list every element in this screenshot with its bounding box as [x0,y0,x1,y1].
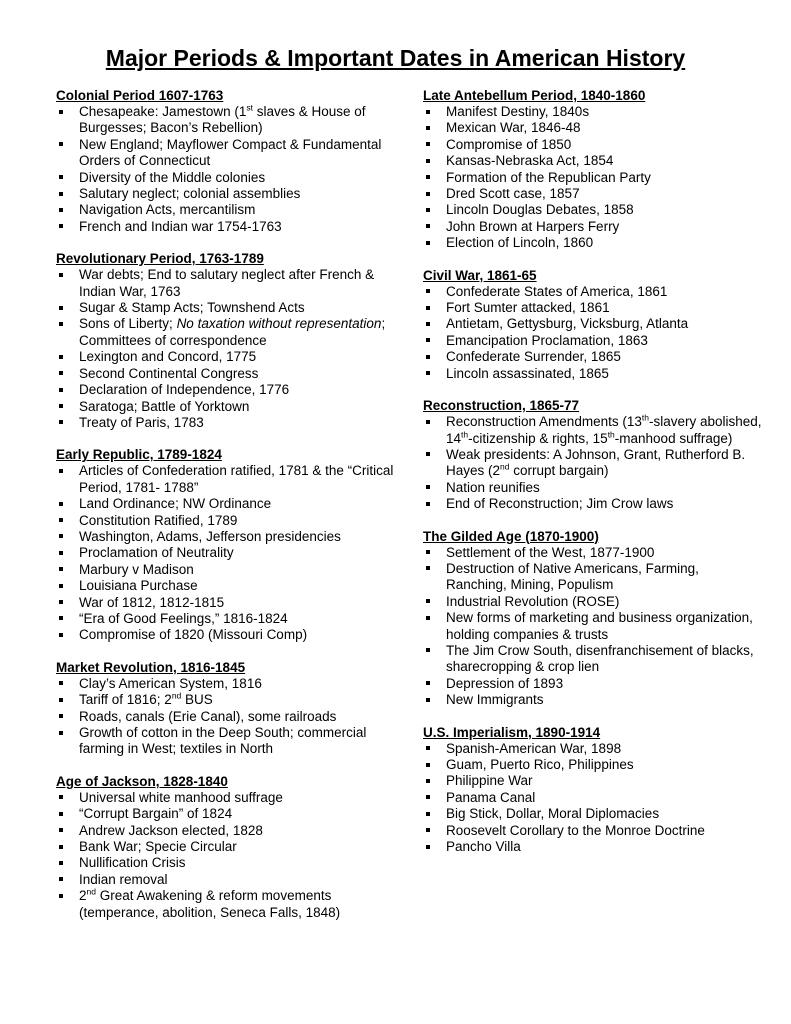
section-revolutionary-period-1763-1789 [56,251,396,431]
list-item: Roads, canals (Erie Canal), some railroads [56,709,396,725]
list-item: Constitution Ratified, 1789 [56,513,396,529]
list-item: Manifest Destiny, 1840s [423,104,763,120]
section-market-revolution-1816-1845 [56,660,396,758]
list-item: Land Ordinance; NW Ordinance [56,496,396,512]
section-title: Reconstruction, 1865-77 [423,398,580,414]
bullet-list [423,104,763,252]
list-item: Washington, Adams, Jefferson presidencies [56,529,396,545]
list-item: Lexington and Concord, 1775 [56,349,396,365]
section-early-republic-1789-1824 [56,447,396,643]
list-item: New Immigrants [423,692,763,708]
list-item: “Corrupt Bargain” of 1824 [56,806,396,822]
list-item: John Brown at Harpers Ferry [423,219,763,235]
bullet-list [423,414,763,512]
bullet-list [423,284,763,382]
section-title: Late Antebellum Period, 1840-1860 [423,88,646,103]
section-age-of-jackson-1828-1840 [56,774,396,921]
list-item: Confederate States of America, 1861 [423,284,763,300]
list-item: Sons of Liberty; No taxation without representation; Committees of correspondence [56,316,396,349]
bullet-list [56,267,396,431]
list-item: Formation of the Republican Party [423,170,763,186]
list-item: Sugar & Stamp Acts; Townshend Acts [56,300,396,316]
list-item: Second Continental Congress [56,366,396,382]
section-civil-war-1861-65 [423,268,763,382]
list-item: Diversity of the Middle colonies [56,170,396,186]
section-title: U.S. Imperialism, 1890-1914 [423,724,601,740]
bullet-list [56,676,396,758]
list-item: Philippine War [423,773,763,789]
list-item: Election of Lincoln, 1860 [423,235,763,251]
list-item: Industrial Revolution (ROSE) [423,594,763,610]
list-item: War of 1812, 1812-1815 [56,595,396,611]
list-item: 2nd Great Awakening & reform movements (temperance, abolition, Seneca Falls, 1848) [56,888,396,921]
list-item: Clay’s American System, 1816 [56,676,396,692]
bullet-list [423,545,763,709]
list-item: Destruction of Native Americans, Farming, Ranching, Mining, Populism [423,561,763,594]
list-item: Marbury v Madison [56,562,396,578]
list-item: New forms of marketing and business organization, holding companies & trusts [423,610,763,643]
section-title: Early Republic, 1789-1824 [56,447,222,463]
list-item: Emancipation Proclamation, 1863 [423,333,763,349]
list-item: New England; Mayflower Compact & Fundamental Orders of Connecticut [56,137,396,170]
list-item: Antietam, Gettysburg, Vicksburg, Atlanta [423,316,763,332]
list-item: Proclamation of Neutrality [56,545,396,561]
section-title: Age of Jackson, 1828-1840 [56,773,228,789]
section-title: Market Revolution, 1816-1845 [56,659,246,675]
bullet-list [56,790,396,921]
list-item: Confederate Surrender, 1865 [423,349,763,365]
list-item: Panama Canal [423,790,763,806]
left-column [56,88,396,937]
list-item: Chesapeake: Jamestown (1st slaves & House of Burgesses; Bacon’s Rebellion) [56,104,396,137]
list-item: “Era of Good Feelings,” 1816-1824 [56,611,396,627]
list-item: Nullification Crisis [56,855,396,871]
list-item: Reconstruction Amendments (13th-slavery abolished, 14th-citizenship & rights, 15th-manhood suffrage) [423,414,763,447]
list-item: Compromise of 1850 [423,137,763,153]
section-title: Civil War, 1861-65 [423,267,537,283]
list-item: Treaty of Paris, 1783 [56,415,396,431]
bullet-list [56,104,396,235]
section-u-s-imperialism-1890-1914 [423,725,763,856]
list-item: Navigation Acts, mercantilism [56,202,396,218]
list-item: Nation reunifies [423,480,763,496]
list-item: Weak presidents: A Johnson, Grant, Rutherford B. Hayes (2nd corrupt bargain) [423,447,763,480]
list-item: Guam, Puerto Rico, Philippines [423,757,763,773]
list-item: War debts; End to salutary neglect after French & Indian War, 1763 [56,267,396,300]
list-item: Big Stick, Dollar, Moral Diplomacies [423,806,763,822]
list-item: Mexican War, 1846-48 [423,120,763,136]
list-item: French and Indian war 1754-1763 [56,219,396,235]
list-item: Spanish-American War, 1898 [423,741,763,757]
list-item: Settlement of the West, 1877-1900 [423,545,763,561]
list-item: Indian removal [56,872,396,888]
list-item: Declaration of Independence, 1776 [56,382,396,398]
list-item: Articles of Confederation ratified, 1781 & the “Critical Period, 1781- 1788” [56,463,396,496]
list-item: Kansas-Nebraska Act, 1854 [423,153,763,169]
list-item: Fort Sumter attacked, 1861 [423,300,763,316]
list-item: Andrew Jackson elected, 1828 [56,823,396,839]
section-the-gilded-age-1870-1900 [423,529,763,709]
list-item: Compromise of 1820 (Missouri Comp) [56,627,396,643]
section-title: The Gilded Age (1870-1900) [423,528,599,544]
section-late-antebellum-period-1840-1860 [423,88,763,252]
page-title: Major Periods & Important Dates in American History [105,45,686,71]
list-item: Bank War; Specie Circular [56,839,396,855]
section-title: Revolutionary Period, 1763-1789 [56,251,264,267]
right-column [423,88,763,871]
section-title: Colonial Period 1607-1763 [56,88,224,103]
list-item: Depression of 1893 [423,676,763,692]
list-item: Salutary neglect; colonial assemblies [56,186,396,202]
list-item: Tariff of 1816; 2nd BUS [56,692,396,708]
bullet-list [423,741,763,856]
list-item: Louisiana Purchase [56,578,396,594]
list-item: End of Reconstruction; Jim Crow laws [423,496,763,512]
section-reconstruction-1865-77 [423,398,763,512]
list-item: Growth of cotton in the Deep South; commercial farming in West; textiles in North [56,725,396,758]
list-item: Dred Scott case, 1857 [423,186,763,202]
list-item: Universal white manhood suffrage [56,790,396,806]
list-item: The Jim Crow South, disenfranchisement of blacks, sharecropping & crop lien [423,643,763,676]
bullet-list [56,463,396,643]
list-item: Lincoln assassinated, 1865 [423,366,763,382]
list-item: Lincoln Douglas Debates, 1858 [423,202,763,218]
list-item: Pancho Villa [423,839,763,855]
list-item: Saratoga; Battle of Yorktown [56,399,396,415]
section-colonial-period-1607-1763 [56,88,396,235]
list-item: Roosevelt Corollary to the Monroe Doctrine [423,823,763,839]
